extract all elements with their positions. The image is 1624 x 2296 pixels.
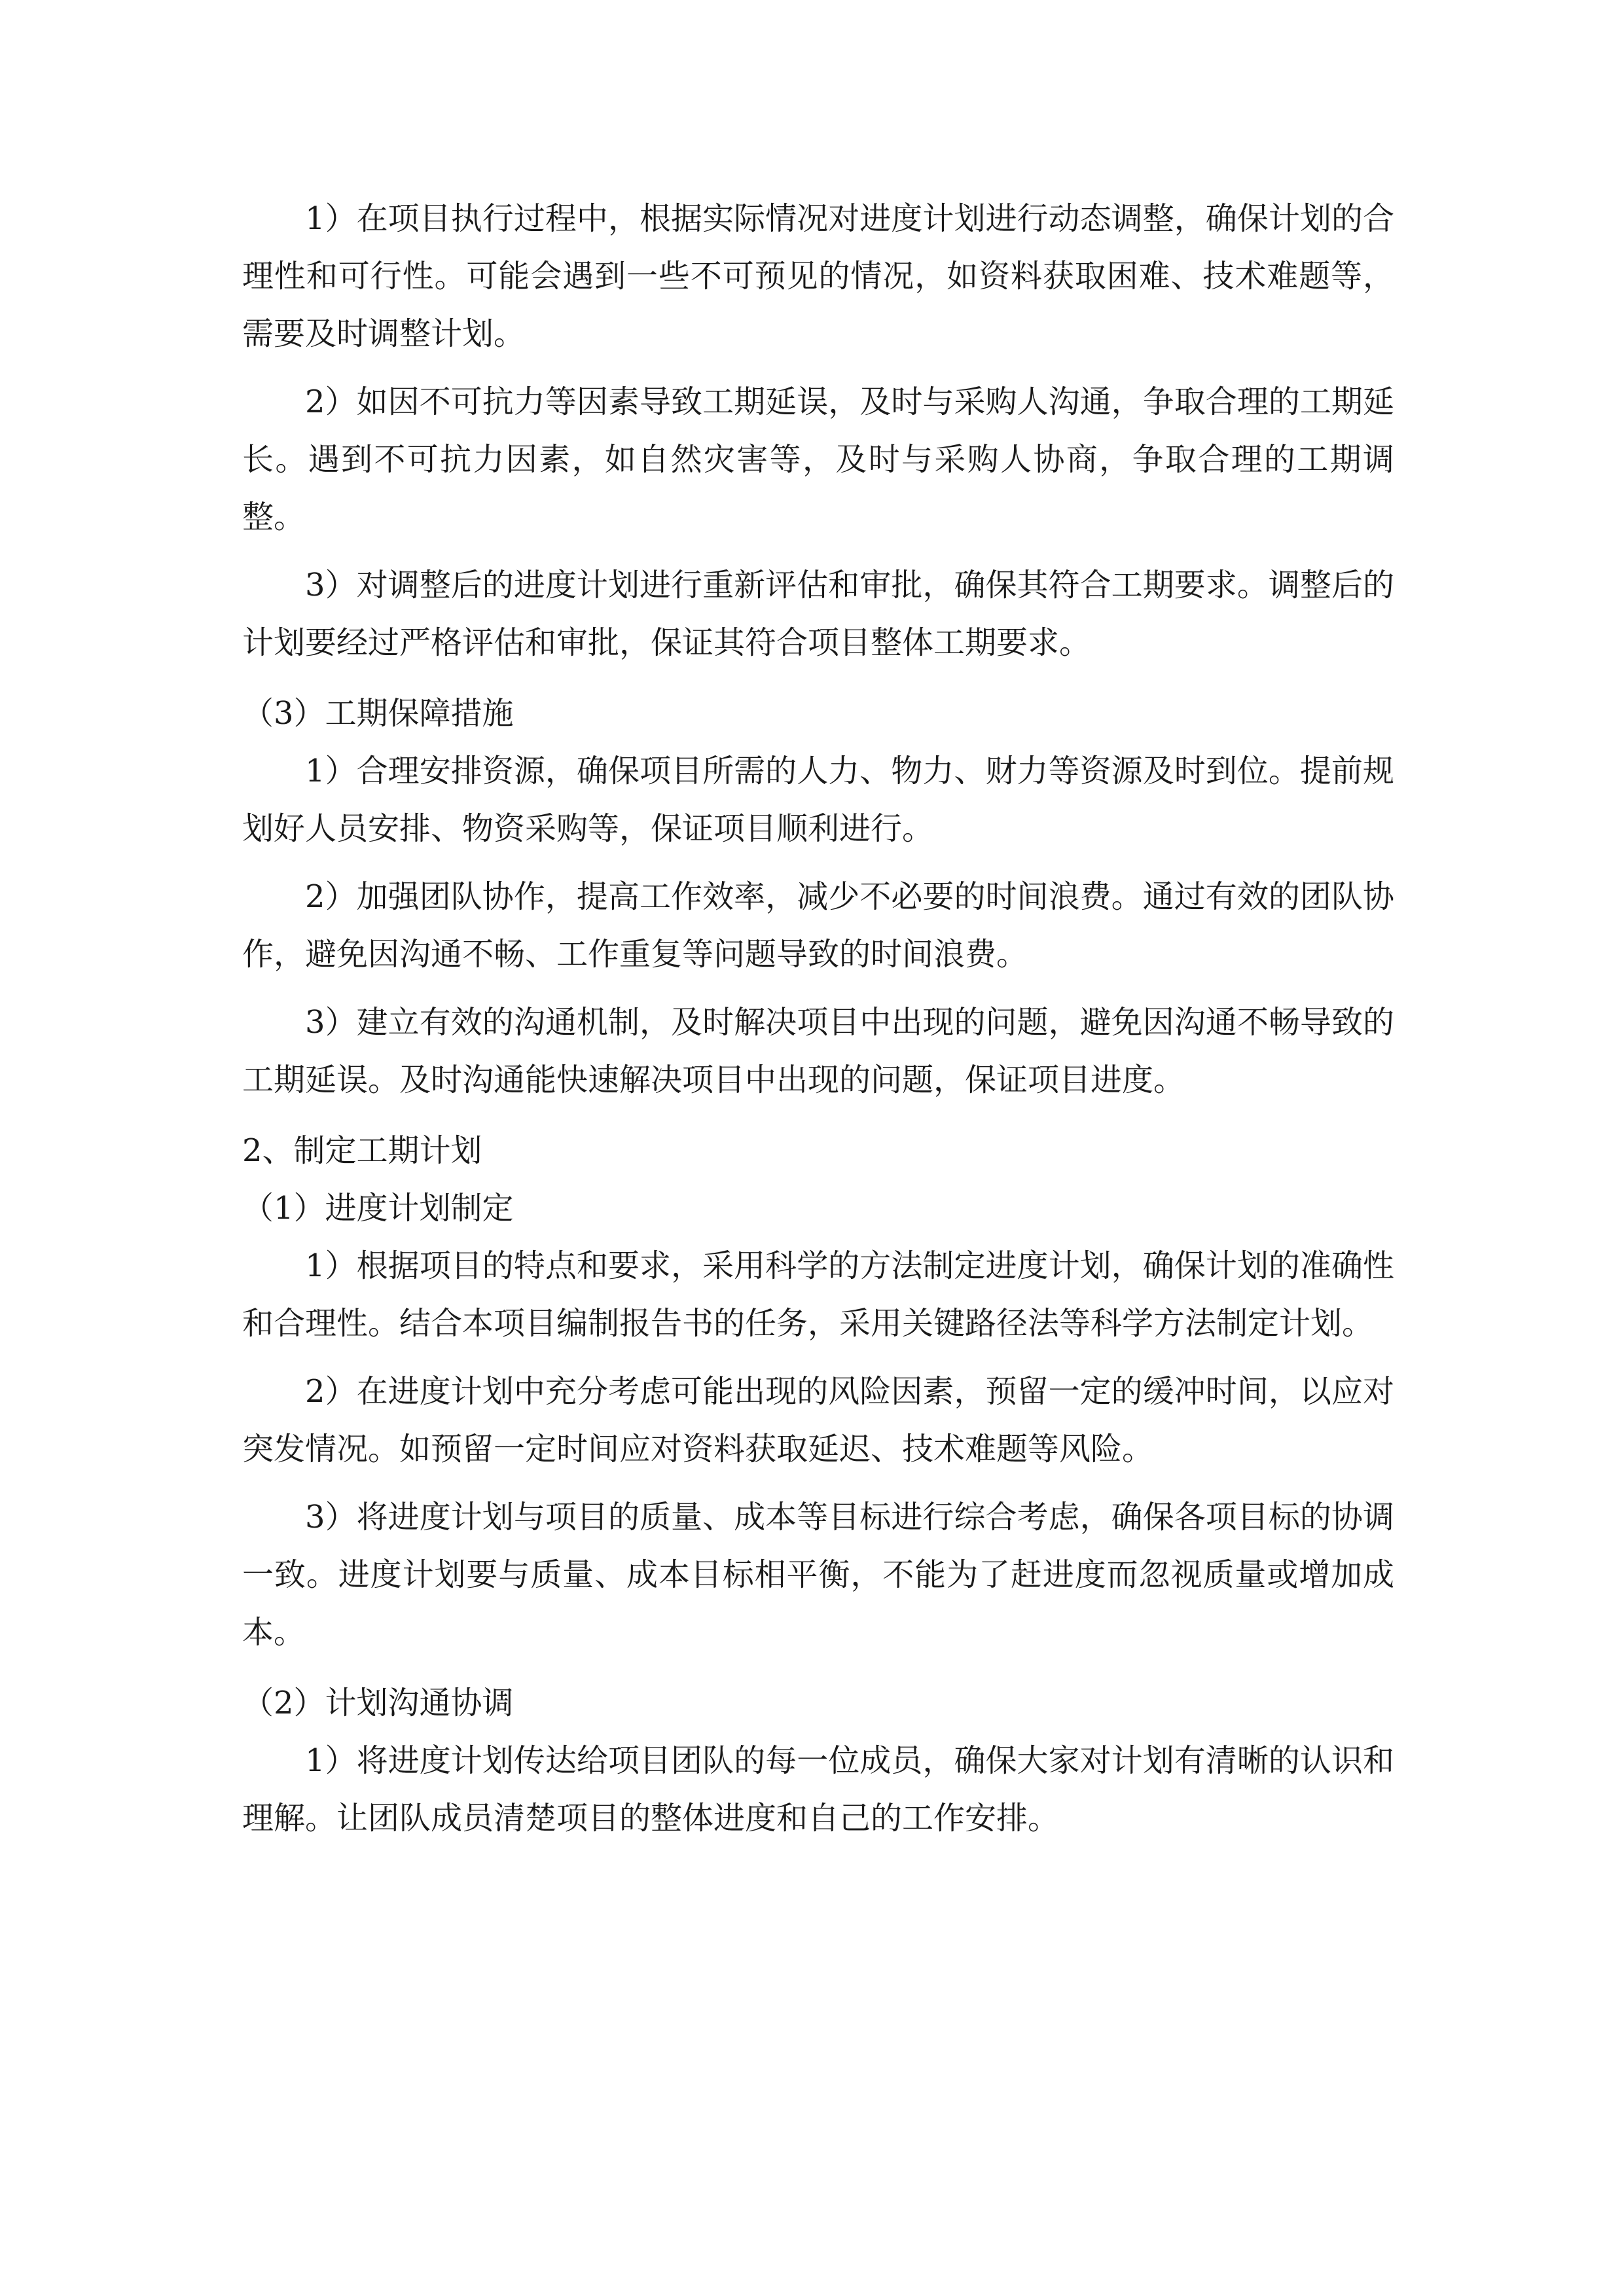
section-heading: （2）计划沟通协调 (242, 1685, 514, 1721)
paragraph: 3）将进度计划与项目的质量、成本等目标进行综合考虑，确保各项目标的协调一致。进度计划要与质量、成本目标相平衡，不能为了赶进度而忽视质量或增加成本。 (242, 1499, 1394, 1651)
section-heading: （3）工期保障措施 (242, 695, 514, 732)
paragraph: 1）根据项目的特点和要求，采用科学的方法制定进度计划，确保计划的准确性和合理性。结合本项目编制报告书的任务，采用关键路径法等科学方法制定计划。 (242, 1247, 1394, 1342)
chapter-heading: 2、制定工期计划 (242, 1132, 482, 1169)
paragraph: 2）如因不可抗力等因素导致工期延误，及时与采购人沟通，争取合理的工期延长。遇到不可抗力因素，如自然灾害等，及时与采购人协商，争取合理的工期调整。 (242, 384, 1394, 535)
paragraph: 1）在项目执行过程中，根据实际情况对进度计划进行动态调整，确保计划的合理性和可行性。可能会遇到一些不可预见的情况，如资料获取困难、技术难题等，需要及时调整计划。 (242, 200, 1394, 352)
document-body (242, 190, 1394, 1857)
paragraph: 3）建立有效的沟通机制，及时解决项目中出现的问题，避免因沟通不畅导致的工期延误。及时沟通能快速解决项目中出现的问题，保证项目进度。 (242, 1004, 1394, 1098)
paragraph: 2）在进度计划中充分考虑可能出现的风险因素，预留一定的缓冲时间，以应对突发情况。如预留一定时间应对资料获取延迟、技术难题等风险。 (242, 1373, 1394, 1467)
section-heading: （1）进度计划制定 (242, 1190, 514, 1227)
paragraph: 1）将进度计划传达给项目团队的每一位成员，确保大家对计划有清晰的认识和理解。让团队成员清楚项目的整体进度和自己的工作安排。 (242, 1742, 1394, 1837)
paragraph: 1）合理安排资源，确保项目所需的人力、物力、财力等资源及时到位。提前规划好人员安排、物资采购等，保证项目顺利进行。 (242, 753, 1394, 847)
paragraph: 2）加强团队协作，提高工作效率，减少不必要的时间浪费。通过有效的团队协作，避免因沟通不畅、工作重复等问题导致的时间浪费。 (242, 878, 1394, 973)
paragraph: 3）对调整后的进度计划进行重新评估和审批，确保其符合工期要求。调整后的计划要经过严格评估和审批，保证其符合项目整体工期要求。 (242, 567, 1394, 661)
